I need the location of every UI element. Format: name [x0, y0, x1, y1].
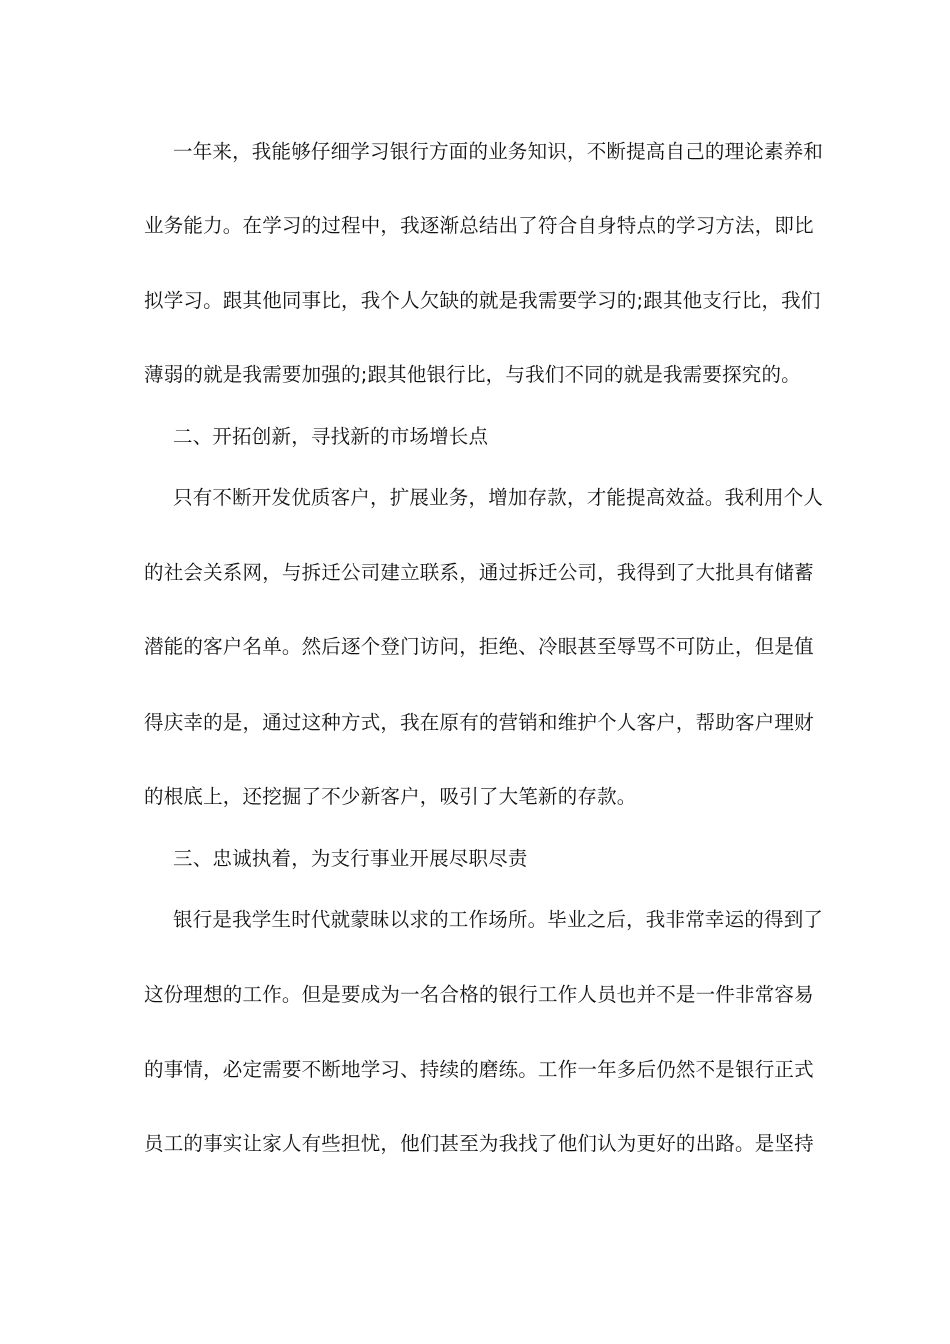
paragraph-1-line-3: 拟学习。跟其他同事比，我个人欠缺的就是我需要学习的;跟其他支行比，我们: [144, 289, 821, 312]
paragraph-2-line-2: 的社会关系网，与拆迁公司建立联系，通过拆迁公司，我得到了大批具有储蓄: [144, 561, 814, 584]
paragraph-2-line-5: 的根底上，还挖掘了不少新客户，吸引了大笔新的存款。: [144, 785, 637, 808]
paragraph-1-line-1: 一年来，我能够仔细学习银行方面的业务知识，不断提高自己的理论素养和: [173, 140, 824, 163]
paragraph-3-line-1: 银行是我学生时代就蒙昧以求的工作场所。毕业之后，我非常幸运的得到了: [173, 908, 824, 931]
paragraph-3-line-4: 员工的事实让家人有些担忧，他们甚至为我找了他们认为更好的出路。是坚持: [144, 1132, 814, 1155]
paragraph-2-line-4: 得庆幸的是，通过这种方式，我在原有的营销和维护个人客户，帮助客户理财: [144, 711, 814, 734]
paragraph-2-line-1: 只有不断开发优质客户，扩展业务，增加存款，才能提高效益。我利用个人: [173, 486, 824, 509]
section-heading-3: 三、忠诚执着，为支行事业开展尽职尽责: [173, 847, 528, 870]
section-heading-2: 二、开拓创新，寻找新的市场增长点: [173, 425, 489, 448]
paragraph-3-line-3: 的事情，必定需要不断地学习、持续的磨练。工作一年多后仍然不是银行正式: [144, 1058, 814, 1081]
paragraph-1-line-2: 业务能力。在学习的过程中，我逐渐总结出了符合自身特点的学习方法，即比: [144, 214, 814, 237]
paragraph-2-line-3: 潜能的客户名单。然后逐个登门访问，拒绝、冷眼甚至辱骂不可防止，但是值: [144, 635, 814, 658]
paragraph-1-line-4: 薄弱的就是我需要加强的;跟其他银行比，与我们不同的就是我需要探究的。: [144, 363, 801, 386]
paragraph-3-line-2: 这份理想的工作。但是要成为一名合格的银行工作人员也并不是一件非常容易: [144, 983, 814, 1006]
